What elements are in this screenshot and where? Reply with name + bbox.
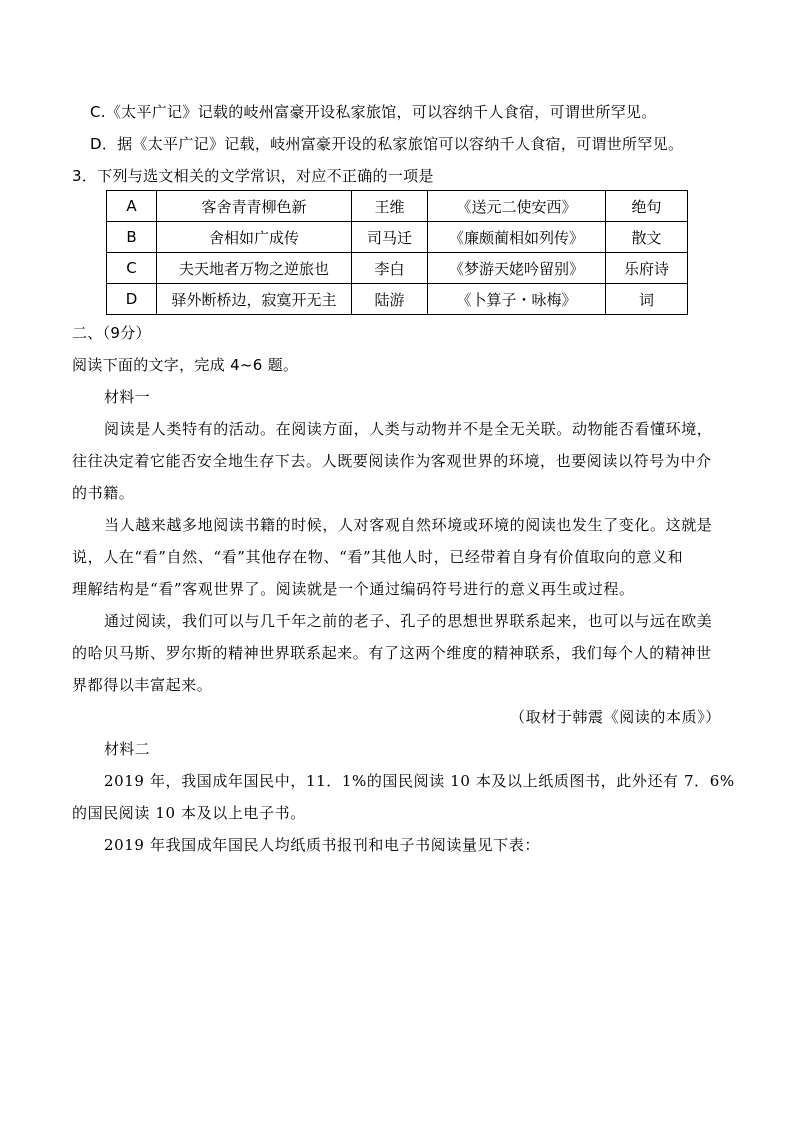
table-cell: 词 — [606, 284, 688, 315]
table-cell: C — [107, 253, 157, 284]
material-1-line: 阅读是人类特有的活动。在阅读方面，人类与动物并不是全无关联。动物能否看懂环境， — [104, 420, 713, 438]
table-row — [107, 253, 688, 284]
material-1-title: 材料一 — [104, 388, 150, 406]
section-2-instruction: 阅读下面的文字，完成 4~6 题。 — [72, 356, 299, 374]
table-cell: 驿外断桥边，寂寞开无主 — [157, 284, 352, 315]
material-1-line: 往往决定着它能否安全地生存下去。人既要阅读作为客观世界的环境，也要阅读以符号为中介 — [72, 452, 712, 470]
material-1-line: 界都得以丰富起来。 — [72, 676, 213, 694]
table-cell: 夫天地者万物之逆旅也 — [157, 253, 352, 284]
material-2-line: 2019 年我国成年国民人均纸质书报刊和电子书阅读量见下表： — [104, 836, 540, 854]
material-1-line: 理解结构是“看”客观世界了。阅读就是一个通过编码符号进行的意义再生或过程。 — [72, 580, 635, 598]
table-cell: 《送元二使安西》 — [428, 191, 606, 222]
section-2-heading: 二、（9分） — [72, 324, 151, 342]
table-row — [107, 284, 688, 315]
table-cell: 乐府诗 — [606, 253, 688, 284]
table-cell: 舍相如广成传 — [157, 222, 352, 253]
material-1-line: 的哈贝马斯、罗尔斯的精神世界联系起来。有了这两个维度的精神联系，我们每个人的精神世 — [72, 644, 712, 662]
table-row — [107, 222, 688, 253]
table-cell: 陆游 — [352, 284, 428, 315]
table-cell: D — [107, 284, 157, 315]
material-1-source: （取材于韩震《阅读的本质》） — [510, 708, 721, 726]
table-cell: 散文 — [606, 222, 688, 253]
material-1-line: 的书籍。 — [72, 484, 135, 502]
question-3-stem: 3．下列与选文相关的文学常识，对应不正确的一项是 — [72, 167, 434, 185]
table-cell: 绝句 — [606, 191, 688, 222]
table-cell: B — [107, 222, 157, 253]
option-d: D．据《太平广记》记载，岐州富豪开设的私家旅馆可以容纳千人食宿，可谓世所罕见。 — [90, 135, 684, 153]
table-cell: 《廉颇蔺相如列传》 — [428, 222, 606, 253]
literature-table — [106, 190, 688, 315]
table-row — [107, 191, 688, 222]
table-cell: 客舍青青柳色新 — [157, 191, 352, 222]
material-2-line: 2019 年，我国成年国民中，11．1%的国民阅读 10 本及以上纸质图书，此外还有 7．6% — [104, 772, 735, 790]
table-cell: 《卜算子・咏梅》 — [428, 284, 606, 315]
table-cell: 司马迁 — [352, 222, 428, 253]
material-2-line: 的国民阅读 10 本及以上电子书。 — [72, 804, 306, 822]
table-cell: A — [107, 191, 157, 222]
table-cell: 王维 — [352, 191, 428, 222]
table-cell: 李白 — [352, 253, 428, 284]
material-2-title: 材料二 — [104, 740, 150, 758]
table-cell: 《梦游天姥吟留别》 — [428, 253, 606, 284]
option-c: C.《太平广记》记载的岐州富豪开设私家旅馆，可以容纳千人食宿，可谓世所罕见。 — [90, 103, 657, 121]
material-1-line: 当人越来越多地阅读书籍的时候，人对客观自然环境或环境的阅读也发生了变化。这就是 — [104, 516, 713, 534]
material-1-line: 通过阅读，我们可以与几千年之前的老子、孔子的思想世界联系起来，也可以与远在欧美 — [104, 612, 713, 630]
material-1-line: 说，人在“看”自然、“看”其他存在物、“看”其他人时，已经带着自身有价值取向的意义和 — [72, 548, 684, 566]
